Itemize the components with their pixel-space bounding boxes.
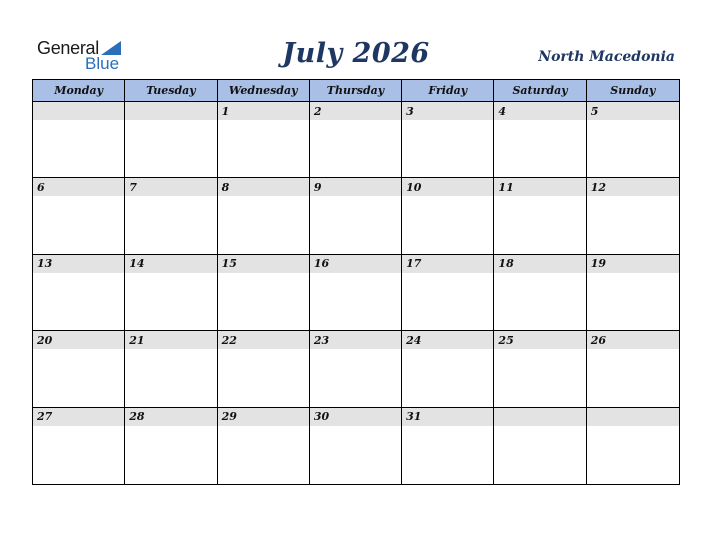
- day-cell: [494, 408, 586, 484]
- day-number: 28: [125, 408, 216, 426]
- weekday-header: Sunday: [587, 80, 679, 102]
- day-cell: [587, 102, 679, 178]
- day-cell: [402, 408, 494, 484]
- weekday-header: Thursday: [310, 80, 402, 102]
- day-number: 16: [310, 255, 401, 273]
- day-number: 13: [33, 255, 124, 273]
- day-number: 22: [218, 331, 309, 349]
- day-number: 18: [494, 255, 585, 273]
- calendar-title: July 2026: [282, 38, 430, 69]
- weekday-header: Monday: [33, 80, 125, 102]
- day-number: 9: [310, 178, 401, 196]
- day-cell: [33, 408, 125, 484]
- day-cell: [587, 331, 679, 407]
- weekday-header: Tuesday: [125, 80, 217, 102]
- day-cell: [218, 408, 310, 484]
- day-cell: [218, 102, 310, 178]
- day-number: 17: [402, 255, 493, 273]
- country-name: North Macedonia: [538, 49, 675, 65]
- day-number: [494, 408, 585, 426]
- day-number: 27: [33, 408, 124, 426]
- day-cell: [402, 331, 494, 407]
- day-number: 5: [587, 102, 679, 120]
- weekday-header: Friday: [402, 80, 494, 102]
- day-cell: [125, 255, 217, 331]
- day-cell: [125, 178, 217, 254]
- day-cell: [310, 255, 402, 331]
- day-number: [125, 102, 216, 120]
- weekday-header: Saturday: [494, 80, 586, 102]
- day-cell: [33, 102, 125, 178]
- day-cell: [125, 408, 217, 484]
- day-number: 29: [218, 408, 309, 426]
- day-cell: [33, 255, 125, 331]
- day-cell: [402, 178, 494, 254]
- day-cell: [218, 255, 310, 331]
- day-number: 12: [587, 178, 679, 196]
- day-number: 7: [125, 178, 216, 196]
- day-number: 15: [218, 255, 309, 273]
- day-cell: [310, 408, 402, 484]
- day-cell: [587, 255, 679, 331]
- day-number: [587, 408, 679, 426]
- day-cell: [310, 102, 402, 178]
- day-number: 1: [218, 102, 309, 120]
- day-number: 3: [402, 102, 493, 120]
- day-cell: [494, 178, 586, 254]
- day-cell: [218, 178, 310, 254]
- day-cell: [494, 102, 586, 178]
- day-cell: [33, 178, 125, 254]
- day-number: 11: [494, 178, 585, 196]
- day-number: 25: [494, 331, 585, 349]
- day-number: [33, 102, 124, 120]
- day-number: 2: [310, 102, 401, 120]
- day-number: 6: [33, 178, 124, 196]
- day-number: 10: [402, 178, 493, 196]
- day-cell: [587, 408, 679, 484]
- weekday-header: Wednesday: [218, 80, 310, 102]
- day-number: 26: [587, 331, 679, 349]
- day-number: 20: [33, 331, 124, 349]
- day-number: 14: [125, 255, 216, 273]
- day-cell: [587, 178, 679, 254]
- day-cell: [125, 102, 217, 178]
- day-number: 31: [402, 408, 493, 426]
- day-number: 23: [310, 331, 401, 349]
- day-cell: [494, 255, 586, 331]
- day-number: 24: [402, 331, 493, 349]
- day-number: 21: [125, 331, 216, 349]
- day-cell: [125, 331, 217, 407]
- day-cell: [310, 178, 402, 254]
- day-cell: [218, 331, 310, 407]
- logo-text-blue: Blue: [85, 54, 120, 73]
- day-cell: [402, 255, 494, 331]
- logo-triangle-icon: [101, 41, 121, 55]
- day-cell: [402, 102, 494, 178]
- day-cell: [33, 331, 125, 407]
- logo-text-general: General: [37, 38, 99, 58]
- day-cell: [494, 331, 586, 407]
- day-number: 19: [587, 255, 679, 273]
- calendar-grid: [32, 79, 680, 485]
- day-number: 4: [494, 102, 585, 120]
- generalblue-logo: [37, 38, 127, 74]
- day-number: 30: [310, 408, 401, 426]
- day-cell: [310, 331, 402, 407]
- day-number: 8: [218, 178, 309, 196]
